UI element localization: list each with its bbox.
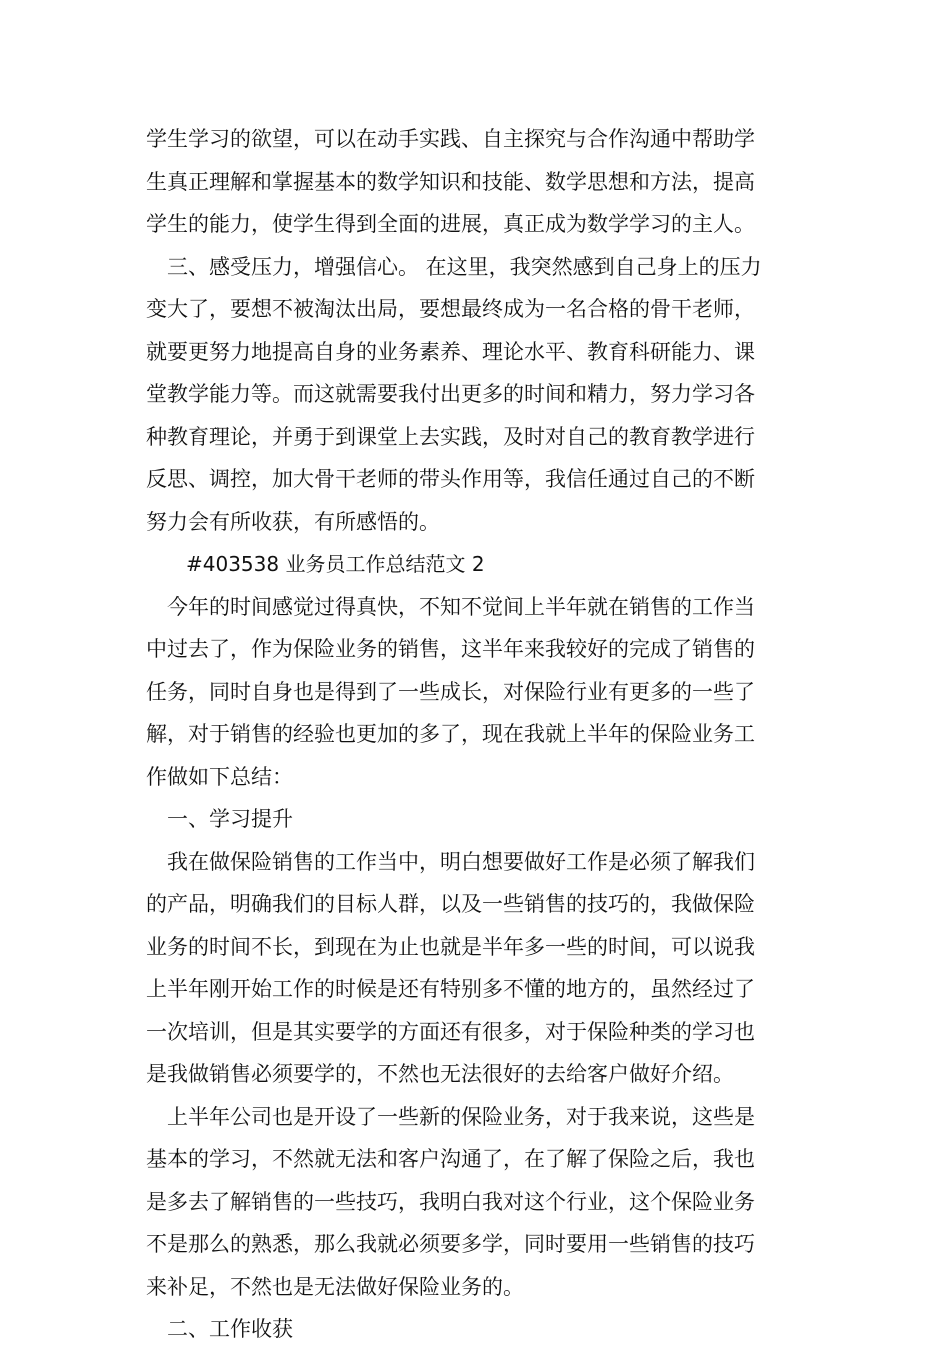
text-line: 学生的能力，使学生得到全面的进展，真正成为数学学习的主人。 bbox=[146, 212, 755, 236]
text-line: 来补足，不然也是无法做好保险业务的。 bbox=[146, 1274, 524, 1299]
section-title-2 bbox=[146, 1308, 810, 1351]
text-line: 堂教学能力等。而这就需要我付出更多的时间和精力，努力学习各 bbox=[146, 382, 755, 406]
text-line: 中过去了，作为保险业务的销售，这半年来我较好的完成了销售的 bbox=[146, 637, 755, 661]
text-line: 我在做保险销售的工作当中，明白想要做好工作是必须了解我们 bbox=[167, 849, 755, 874]
paragraph-5 bbox=[146, 1096, 810, 1309]
text-line: 就要更努力地提高自身的业务素养、理论水平、教育科研能力、课 bbox=[146, 339, 755, 364]
paragraph-2 bbox=[146, 246, 810, 544]
text-line: 不是那么的熟悉，那么我就必须要多学，同时要用一些销售的技巧 bbox=[146, 1232, 755, 1256]
heading-text: #403538 业务员工作总结范文 2 bbox=[186, 552, 485, 576]
text-line: 解，对于销售的经验也更加的多了，现在我就上半年的保险业务工 bbox=[146, 722, 755, 746]
text-line: 种教育理论，并勇于到课堂上去实践，及时对自己的教育教学进行 bbox=[146, 424, 755, 449]
text-line: 基本的学习，不然就无法和客户沟通了，在了解了保险之后，我也 bbox=[146, 1147, 755, 1171]
text-line: 努力会有所收获，有所感悟的。 bbox=[146, 509, 440, 534]
text-line: 生真正理解和掌握基本的数学知识和技能、数学思想和方法，提高 bbox=[146, 169, 755, 194]
section-title-text: 二、工作收获 bbox=[167, 1317, 293, 1341]
text-line: 是多去了解销售的一些技巧，我明白我对这个行业，这个保险业务 bbox=[146, 1189, 755, 1214]
paragraph-1 bbox=[146, 118, 810, 246]
text-line: 变大了，要想不被淘汰出局，要想最终成为一名合格的骨干老师， bbox=[146, 297, 755, 321]
text-line: 是我做销售必须要学的，不然也无法很好的去给客户做好介绍。 bbox=[146, 1062, 734, 1086]
text-line: 的产品，明确我们的目标人群，以及一些销售的技巧的，我做保险 bbox=[146, 892, 755, 916]
text-line: 上半年刚开始工作的时候是还有特别多不懂的地方的，虽然经过了 bbox=[146, 977, 755, 1001]
document-heading bbox=[146, 543, 810, 586]
text-line: 学生学习的欲望，可以在动手实践、自主探究与合作沟通中帮助学 bbox=[146, 127, 755, 151]
text-line: 反思、调控，加大骨干老师的带头作用等，我信任通过自己的不断 bbox=[146, 467, 755, 491]
text-line: 上半年公司也是开设了一些新的保险业务，对于我来说，这些是 bbox=[167, 1104, 755, 1129]
paragraph-3 bbox=[146, 586, 810, 799]
text-line: 作做如下总结： bbox=[146, 764, 293, 789]
text-line: 业务的时间不长，到现在为止也就是半年多一些的时间，可以说我 bbox=[146, 934, 755, 959]
document-page bbox=[146, 118, 810, 1351]
text-line: 任务，同时自身也是得到了一些成长，对保险行业有更多的一些了 bbox=[146, 679, 755, 704]
text-line: 一次培训，但是其实要学的方面还有很多，对于保险种类的学习也 bbox=[146, 1019, 755, 1044]
paragraph-4 bbox=[146, 841, 810, 1096]
text-line: 今年的时间感觉过得真快，不知不觉间上半年就在销售的工作当 bbox=[167, 594, 755, 619]
section-title-1 bbox=[146, 798, 810, 841]
text-line: 三、感受压力，增强信心。 在这里，我突然感到自己身上的压力 bbox=[167, 254, 762, 279]
section-title-text: 一、学习提升 bbox=[167, 807, 293, 831]
